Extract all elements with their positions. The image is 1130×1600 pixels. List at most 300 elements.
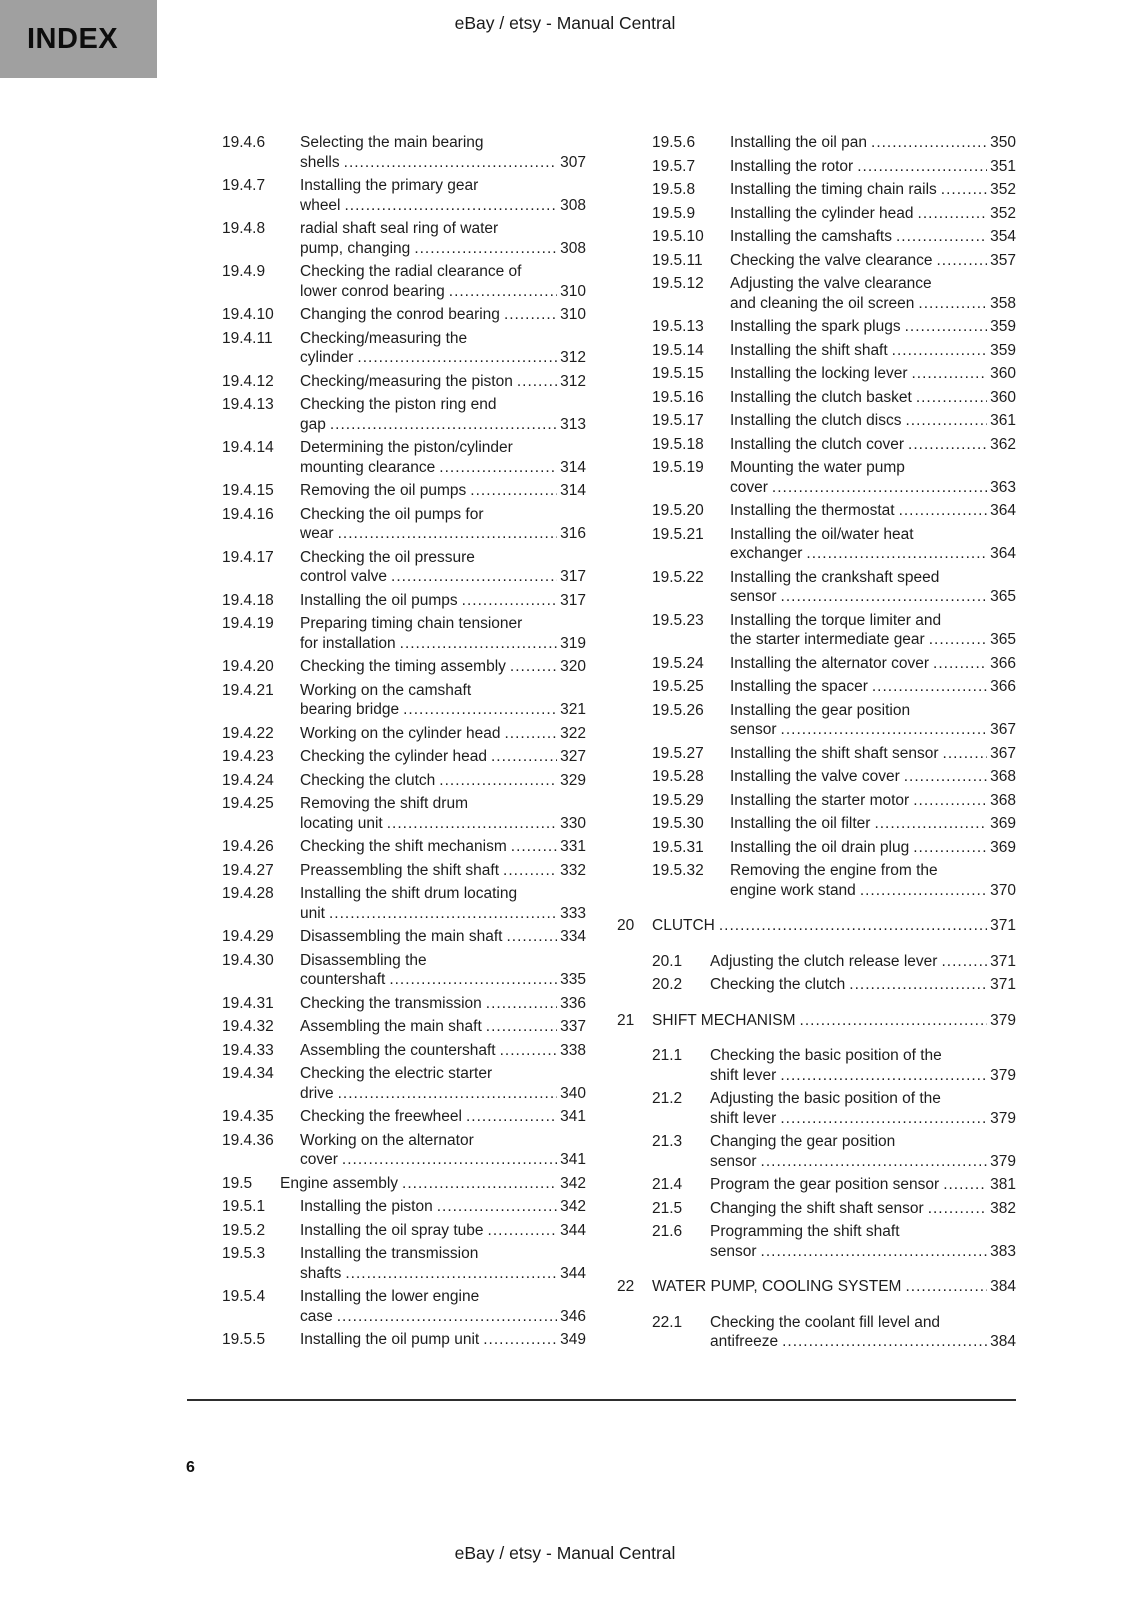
dot-leader (936, 251, 987, 271)
entry-number: 19.4.6 (222, 134, 266, 151)
toc-entry (617, 157, 1016, 177)
dot-leader (357, 348, 557, 368)
dot-leader (330, 415, 557, 435)
toc-entry (617, 791, 1016, 811)
page-number: 6 (186, 1459, 195, 1476)
entry-page-number: 382 (990, 1199, 1016, 1217)
entry-page-number: 352 (990, 181, 1016, 198)
entry-title-line: Installing the transmission (300, 1245, 479, 1262)
entry-title: Checking the clutch (300, 771, 436, 789)
entry-title: sensor (710, 1242, 757, 1260)
dot-leader (486, 1017, 557, 1037)
entry-body (300, 1244, 586, 1283)
entry-body (300, 861, 586, 881)
toc-entry (617, 568, 1016, 607)
entry-page-number: 370 (990, 881, 1016, 899)
entry-page-number: 360 (990, 365, 1016, 382)
entry-page-number: 369 (990, 815, 1016, 832)
entry-title: bearing bridge (300, 701, 400, 718)
entry-page-number: 383 (990, 1242, 1016, 1260)
toc-entry (187, 329, 586, 368)
entry-number: 19.5.32 (652, 862, 704, 879)
entry-title: Adjusting the clutch release lever (710, 952, 938, 970)
entry-body (730, 133, 1016, 153)
entry-body (710, 1313, 1016, 1352)
entry-title-line: Checking the oil pumps for (300, 505, 484, 523)
entry-title: wheel (300, 196, 341, 214)
entry-body (300, 505, 586, 544)
entry-number: 19.4.36 (222, 1131, 274, 1149)
dot-leader (896, 227, 987, 247)
toc-entry (617, 767, 1016, 787)
toc-entry (187, 505, 586, 544)
entry-page-number: 379 (990, 1011, 1016, 1029)
entry-title-line: Installing the shift drum locating (300, 885, 518, 902)
entry-number: 20.2 (652, 976, 683, 993)
toc-entry (187, 1174, 586, 1194)
toc-entry (617, 274, 1016, 313)
entry-body (300, 481, 586, 501)
toc-entry (187, 176, 586, 215)
toc-column-left (187, 133, 586, 1352)
entry-page-number: 367 (990, 744, 1016, 762)
dot-leader (782, 1332, 987, 1352)
index-tab (0, 0, 157, 78)
entry-body (300, 724, 586, 744)
dot-leader (338, 524, 558, 544)
dot-leader (761, 1242, 988, 1262)
toc-entry (187, 724, 586, 744)
entry-number: 19.4.32 (222, 1018, 274, 1035)
dot-leader (389, 970, 557, 990)
entry-page-number: 319 (560, 634, 586, 652)
entry-page-number: 333 (560, 904, 586, 922)
entry-number: 19.4.23 (222, 748, 274, 765)
entry-body (710, 1089, 1016, 1128)
entry-page-number: 366 (990, 654, 1016, 672)
entry-number: 19.4.12 (222, 372, 274, 390)
entry-title-line: Removing the engine from the (730, 862, 938, 879)
entry-body (730, 341, 1016, 361)
entry-page-number: 371 (990, 917, 1016, 934)
entry-page-number: 346 (560, 1307, 586, 1325)
entry-number: 19.4.30 (222, 951, 274, 969)
entry-page-number: 379 (990, 1109, 1016, 1127)
entry-title: case (300, 1307, 333, 1325)
entry-title-line: Adjusting the valve clearance (730, 275, 932, 292)
dot-leader (772, 478, 987, 498)
toc-entry (617, 180, 1016, 200)
entry-page-number: 371 (990, 952, 1016, 970)
entry-number: 19.4.22 (222, 724, 274, 742)
entry-number: 21.5 (652, 1199, 683, 1217)
entry-body (300, 1017, 586, 1037)
dot-leader (439, 771, 557, 791)
entry-body (730, 861, 1016, 900)
entry-title-line: Checking the radial clearance of (300, 263, 522, 280)
entry-number: 19.4.14 (222, 439, 274, 456)
entry-number: 19.5.21 (652, 525, 704, 543)
footer-divider (187, 1399, 1016, 1401)
toc-entry (617, 251, 1016, 271)
entry-number: 19.4.29 (222, 928, 274, 945)
entry-page-number: 384 (990, 1333, 1016, 1350)
toc-entry (187, 219, 586, 258)
entry-title: cylinder (300, 349, 354, 366)
toc-entry (617, 317, 1016, 337)
entry-page-number: 312 (560, 372, 586, 390)
entry-body (300, 1287, 586, 1326)
toc-entry (617, 1222, 1016, 1261)
entry-number: 19.4.19 (222, 615, 274, 632)
entry-title: Assembling the main shaft (300, 1018, 482, 1035)
entry-page-number: 307 (560, 153, 586, 171)
entry-body (710, 952, 1016, 972)
entry-page-number: 360 (990, 388, 1016, 406)
entry-body (710, 1222, 1016, 1261)
toc-entry (187, 884, 586, 923)
dot-leader (338, 1084, 558, 1104)
dot-leader (486, 994, 557, 1014)
entry-title: Installing the cylinder head (730, 204, 914, 222)
dot-leader (874, 814, 987, 834)
entry-title-line: Checking the electric starter (300, 1065, 493, 1082)
entry-body (730, 180, 1016, 200)
header-title: eBay / etsy - Manual Central (454, 13, 676, 33)
entry-body (300, 771, 586, 791)
toc-entry (187, 481, 586, 501)
entry-title-line: Removing the shift drum (300, 795, 468, 812)
entry-title-line: Adjusting the basic position of the (710, 1090, 941, 1107)
entry-number: 19.5.23 (652, 611, 704, 629)
entry-body (710, 975, 1016, 995)
entry-title-line: Installing the crankshaft speed (730, 568, 940, 586)
entry-number: 19.5.24 (652, 654, 704, 672)
entry-body (300, 681, 586, 720)
entry-title: wear (300, 525, 334, 542)
toc-entry (617, 1199, 1016, 1219)
entry-number: 19.5.14 (652, 341, 704, 359)
entry-body (300, 438, 586, 477)
entry-page-number: 366 (990, 678, 1016, 695)
dot-leader (414, 239, 557, 259)
entry-number: 19.5.3 (222, 1245, 266, 1262)
dot-leader (913, 838, 987, 858)
entry-page-number: 337 (560, 1018, 586, 1035)
entry-title: Changing the shift shaft sensor (710, 1199, 924, 1217)
entry-title: SHIFT MECHANISM (652, 1011, 796, 1029)
entry-body (730, 157, 1016, 177)
entry-title: drive (300, 1084, 334, 1102)
entry-number: 21.3 (652, 1133, 683, 1150)
entry-body (300, 329, 586, 368)
entry-page-number: 317 (560, 568, 586, 585)
entry-body (300, 1064, 586, 1103)
toc-entry (617, 458, 1016, 497)
entry-title: cover (730, 478, 768, 496)
dot-leader (918, 204, 988, 224)
entry-body (730, 568, 1016, 607)
entry-body (652, 916, 1016, 936)
toc-entry (187, 1197, 586, 1217)
entry-body (300, 927, 586, 947)
dot-leader (929, 630, 987, 650)
entry-number: 22.1 (652, 1313, 683, 1331)
entry-body (280, 1174, 586, 1194)
entry-page-number: 308 (560, 239, 586, 257)
entry-title: unit (300, 904, 325, 922)
entry-title-line: Checking the coolant fill level and (710, 1313, 941, 1331)
entry-body (300, 884, 586, 923)
dot-leader (800, 1011, 988, 1031)
dot-leader (506, 927, 557, 947)
entry-number: 19.5.15 (652, 365, 704, 382)
entry-page-number: 381 (990, 1176, 1016, 1193)
entry-page-number: 321 (560, 701, 586, 718)
entry-number: 19.4.10 (222, 306, 274, 323)
toc-entry (187, 1330, 586, 1350)
toc-entry (187, 305, 586, 325)
entry-body (300, 591, 586, 611)
dot-leader (908, 435, 987, 455)
entry-page-number: 379 (990, 1152, 1016, 1170)
entry-title: Installing the oil drain plug (730, 838, 910, 856)
dot-leader (781, 587, 988, 607)
entry-title: Checking the shift mechanism (300, 838, 507, 855)
dot-leader (719, 916, 987, 936)
dot-leader (345, 1264, 557, 1284)
entry-number: 19.5.7 (652, 157, 696, 175)
toc-entry (187, 591, 586, 611)
dot-leader (943, 744, 988, 764)
entry-number: 19.5.25 (652, 678, 704, 695)
dot-leader (470, 481, 557, 501)
entry-title: Checking the freewheel (300, 1108, 462, 1125)
entry-title: Assembling the countershaft (300, 1041, 496, 1059)
entry-title: countershaft (300, 971, 386, 988)
toc-entry (187, 951, 586, 990)
entry-number: 19.5.9 (652, 204, 696, 222)
entry-number: 19.5.18 (652, 435, 704, 453)
entry-body (730, 364, 1016, 384)
toc-entry (617, 133, 1016, 153)
entry-page-number: 371 (990, 976, 1016, 993)
entry-body (300, 747, 586, 767)
toc-entry (617, 654, 1016, 674)
entry-page-number: 341 (560, 1151, 586, 1168)
entry-body (300, 1107, 586, 1127)
entry-title: Installing the rotor (730, 157, 854, 175)
dot-leader (933, 654, 987, 674)
dot-leader (510, 657, 557, 677)
entry-number: 19.5.1 (222, 1198, 266, 1215)
entry-body (652, 1277, 1016, 1297)
entry-number: 19.5.12 (652, 275, 704, 292)
entry-title-line: Working on the alternator (300, 1131, 474, 1149)
entry-page-number: 352 (990, 204, 1016, 222)
entry-number: 19.5.13 (652, 318, 704, 335)
entry-page-number: 359 (990, 341, 1016, 359)
dot-leader (899, 501, 988, 521)
dot-leader (391, 567, 557, 587)
entry-title: shells (300, 153, 340, 171)
entry-body (300, 1197, 586, 1217)
toc-entry (617, 411, 1016, 431)
entry-title: Installing the shift shaft sensor (730, 744, 939, 762)
entry-title: shift lever (710, 1066, 777, 1084)
dot-leader (439, 458, 557, 478)
entry-body (300, 837, 586, 857)
entry-title-line: Installing the primary gear (300, 177, 479, 194)
toc-entry (617, 701, 1016, 740)
entry-title: Working on the cylinder head (300, 724, 501, 742)
toc-entry (617, 861, 1016, 900)
entry-title: Program the gear position sensor (710, 1176, 940, 1193)
entry-page-number: 379 (990, 1066, 1016, 1084)
entry-title: and cleaning the oil screen (730, 294, 915, 312)
entry-title: Installing the clutch basket (730, 388, 912, 406)
entry-number: 21 (617, 1011, 635, 1029)
entry-title: cover (300, 1151, 338, 1168)
index-label: INDEX (27, 22, 119, 55)
toc-entry (617, 1046, 1016, 1085)
entry-body (730, 767, 1016, 787)
dot-leader (462, 591, 557, 611)
entry-page-number: 314 (560, 482, 586, 499)
toc-entry (187, 794, 586, 833)
dot-leader (871, 133, 987, 153)
entry-title-line: Checking the piston ring end (300, 396, 497, 413)
toc-entry (187, 771, 586, 791)
dot-leader (337, 1307, 557, 1327)
toc-entry (617, 1132, 1016, 1171)
toc-entry (617, 814, 1016, 834)
entry-page-number: 351 (990, 157, 1016, 175)
entry-number: 19.5.10 (652, 228, 704, 245)
entry-title: Installing the oil pump unit (300, 1331, 480, 1348)
dot-leader (761, 1152, 988, 1172)
dot-leader (488, 1221, 558, 1241)
entry-body (730, 654, 1016, 674)
dot-leader (344, 153, 557, 173)
entry-number: 21.4 (652, 1176, 683, 1193)
entry-title: locating unit (300, 814, 383, 832)
entry-number: 19.4.13 (222, 396, 274, 413)
dot-leader (857, 157, 987, 177)
toc-entry (187, 614, 586, 653)
entry-title: Preassembling the shift shaft (300, 861, 500, 879)
dot-leader (511, 837, 557, 857)
dot-leader (918, 294, 987, 314)
entry-body (300, 372, 586, 392)
dot-leader (491, 747, 557, 767)
entry-page-number: 350 (990, 134, 1016, 151)
entry-body (710, 1132, 1016, 1171)
entry-number: 19.4.27 (222, 861, 274, 879)
dot-leader (941, 952, 987, 972)
entry-page-number: 327 (560, 748, 586, 765)
dot-leader (916, 388, 987, 408)
dot-leader (849, 975, 987, 995)
toc-entry (617, 916, 1016, 936)
entry-body (652, 1011, 1016, 1031)
toc-entry (617, 1175, 1016, 1195)
entry-page-number: 320 (560, 658, 586, 675)
entry-body (730, 458, 1016, 497)
entry-body (730, 435, 1016, 455)
entry-body (300, 395, 586, 434)
toc-entry (617, 677, 1016, 697)
entry-body (730, 611, 1016, 650)
entry-number: 21.2 (652, 1090, 683, 1107)
entry-title-line: Installing the oil/water heat (730, 525, 914, 543)
entry-page-number: 331 (560, 838, 586, 855)
entry-number: 19.4.7 (222, 177, 266, 194)
entry-body (730, 274, 1016, 313)
toc-entry (187, 994, 586, 1014)
entry-number: 19.4.15 (222, 482, 274, 499)
entry-number: 19.5.19 (652, 459, 704, 476)
entry-title: Installing the oil pan (730, 134, 868, 151)
toc-entry (187, 1221, 586, 1241)
dot-leader (517, 372, 557, 392)
toc-entry (187, 747, 586, 767)
entry-number: 19.4.20 (222, 658, 274, 675)
entry-title: Checking the timing assembly (300, 658, 506, 675)
toc-entry (617, 525, 1016, 564)
entry-body (710, 1046, 1016, 1085)
dot-leader (504, 724, 557, 744)
entry-number: 19.5 (222, 1174, 253, 1192)
entry-number: 19.5.2 (222, 1221, 266, 1239)
dot-leader (860, 881, 987, 901)
entry-title: sensor (730, 721, 777, 738)
dot-leader (912, 364, 988, 384)
toc-entry (617, 227, 1016, 247)
table-of-contents (187, 133, 1016, 1352)
dot-leader (402, 1174, 557, 1194)
entry-title: the starter intermediate gear (730, 631, 925, 648)
entry-body (730, 388, 1016, 408)
entry-title: Installing the spacer (730, 678, 868, 695)
entry-body (300, 1131, 586, 1170)
entry-body (300, 133, 586, 172)
entry-page-number: 384 (990, 1278, 1016, 1295)
toc-entry (187, 927, 586, 947)
entry-body (300, 262, 586, 301)
toc-entry (617, 435, 1016, 455)
toc-entry (617, 388, 1016, 408)
entry-page-number: 342 (560, 1198, 586, 1215)
dot-leader (943, 1175, 987, 1195)
toc-entry (187, 837, 586, 857)
entry-page-number: 342 (560, 1174, 586, 1192)
entry-page-number: 322 (560, 724, 586, 742)
entry-page-number: 368 (990, 791, 1016, 809)
toc-entry (187, 438, 586, 477)
entry-body (730, 204, 1016, 224)
entry-page-number: 308 (560, 196, 586, 214)
entry-title: Changing the conrod bearing (300, 306, 500, 323)
entry-number: 19.5.20 (652, 502, 704, 519)
entry-page-number: 357 (990, 251, 1016, 269)
entry-number: 19.5.31 (652, 838, 704, 856)
entry-title-line: Checking/measuring the (300, 329, 468, 347)
entry-page-number: 362 (990, 435, 1016, 453)
entry-page-number: 313 (560, 415, 586, 433)
toc-entry (617, 204, 1016, 224)
toc-entry (187, 1131, 586, 1170)
